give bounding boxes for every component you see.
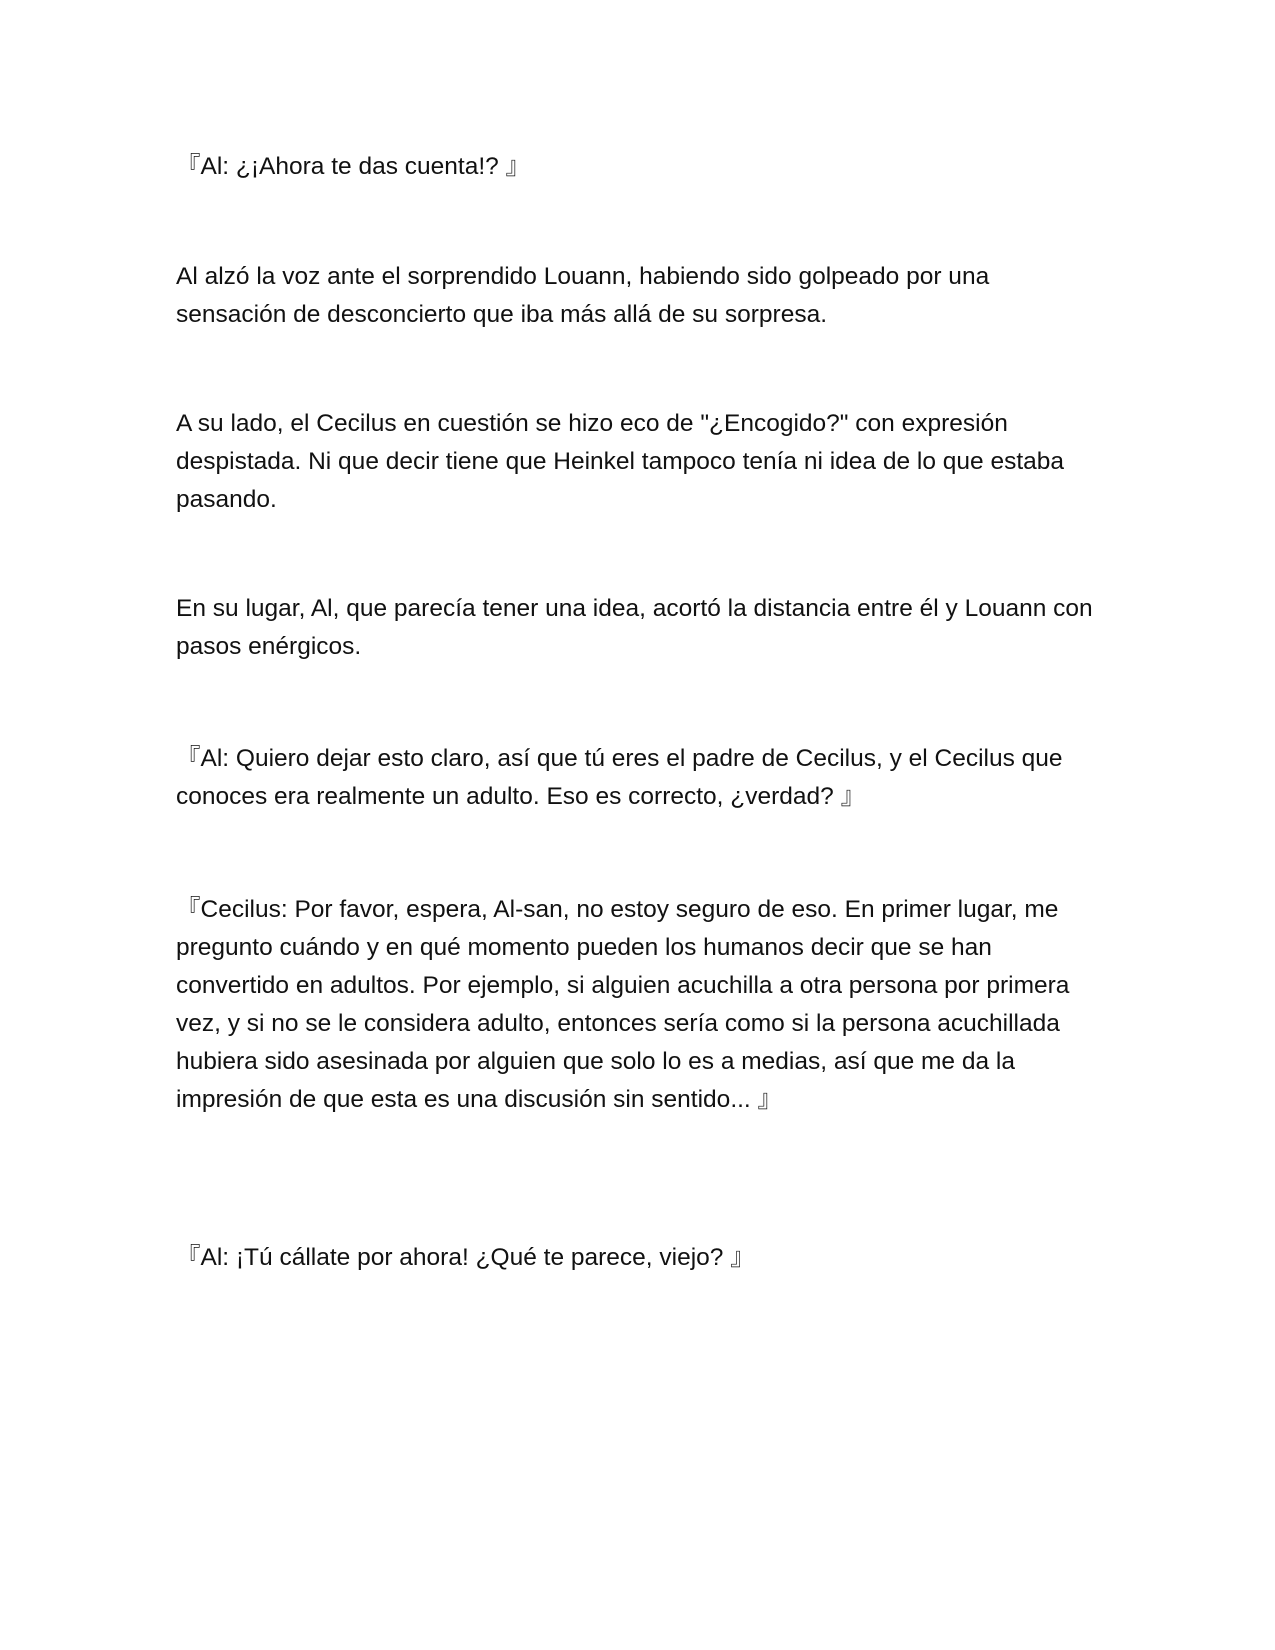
dialogue-line: 『Al: ¡Tú cállate por ahora! ¿Qué te parece, viejo? 』	[176, 1244, 755, 1271]
narration-paragraph: Al alzó la voz ante el sorprendido Louann, habiendo sido golpeado por una sensación de desconcierto que iba más allá de su sorpresa.	[176, 263, 990, 328]
dialogue-line: 『Al: Quiero dejar esto claro, así que tú eres el padre de Cecilus, y el Cecilus que conoces era realmente un adulto. Eso es correcto, ¿verdad? 』	[176, 745, 1063, 810]
dialogue-line: 『Cecilus: Por favor, espera, Al-san, no estoy seguro de eso. En primer lugar, me pregunto cuándo y en qué momento pueden los humanos decir que se han convertido en adultos. Por ejemplo, si alguien acuchilla a otra persona por primera vez, y si no se le considera adulto, entonces sería como si la persona acuchillada hubiera sido asesinada por alguien que solo lo es a medias, así que me da la impresión de que esta es una discusión sin sentido... 』	[176, 896, 1070, 1113]
narration-paragraph: A su lado, el Cecilus en cuestión se hizo eco de "¿Encogido?" con expresión despistada. Ni que decir tiene que Heinkel tampoco tenía ni idea de lo que estaba pasando.	[176, 410, 1065, 513]
narration-paragraph: En su lugar, Al, que parecía tener una idea, acortó la distancia entre él y Louann con pasos enérgicos.	[176, 595, 1093, 660]
dialogue-line: 『Al: ¿¡Ahora te das cuenta!? 』	[176, 153, 531, 180]
